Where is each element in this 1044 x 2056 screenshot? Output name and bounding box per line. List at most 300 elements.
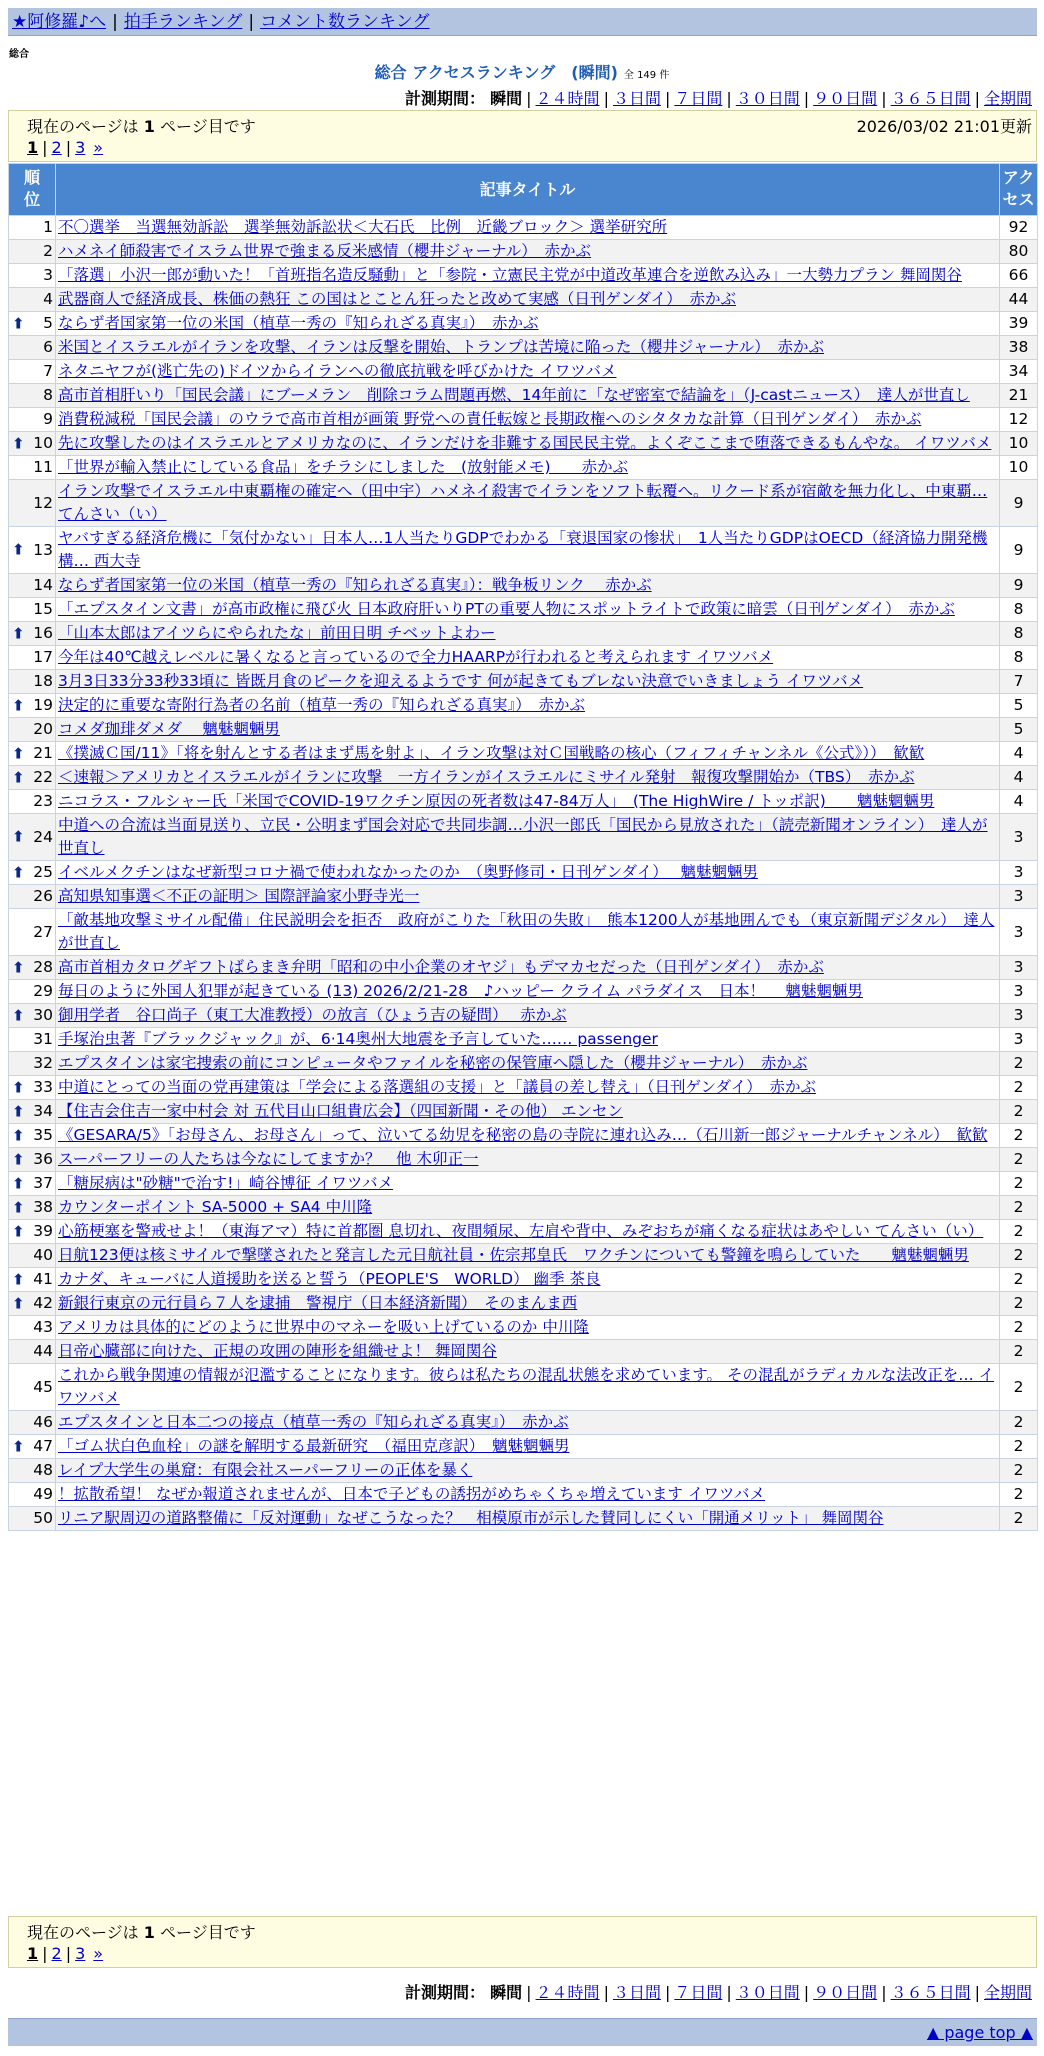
table-row xyxy=(9,264,1038,288)
article-link[interactable]: 「敵基地攻撃ミサイル配備」住民説明会を拒否 政府がこりた「秋田の失敗」 熊本1200人が基地囲んでも（東京新聞デジタル） 達人が世直し xyxy=(58,911,995,952)
rank-number: 23 xyxy=(33,792,53,810)
access-count-cell: 38 xyxy=(1000,336,1038,360)
table-row xyxy=(9,216,1038,240)
page-2-link[interactable]: 2 xyxy=(51,138,62,157)
rank-number: 30 xyxy=(33,1006,53,1024)
table-row xyxy=(9,1459,1038,1483)
rank-cell xyxy=(9,240,56,264)
title-cell xyxy=(56,408,1000,432)
article-link[interactable]: 中道にとっての当面の党再建策は「学会による落選組の支援」と「議員の差し替え」（日刊ゲンダイ） 赤かぶ xyxy=(58,1078,816,1096)
applause-ranking-link[interactable]: 拍手ランキング xyxy=(123,12,243,32)
access-count-cell: 2 xyxy=(1000,1459,1038,1483)
rank-number: 9 xyxy=(43,410,53,428)
rank-cell xyxy=(9,1340,56,1364)
article-link[interactable]: 毎日のように外国人犯罪が起きている (13) 2026/2/21-28 ♪ハッピー クライム パラダイス 日本！ 魑魅魍魎男 xyxy=(58,982,863,1000)
rank-number: 17 xyxy=(33,648,53,666)
title-cell xyxy=(56,1340,1000,1364)
table-row xyxy=(9,885,1038,909)
title-cell xyxy=(56,766,1000,790)
rank-cell xyxy=(9,742,56,766)
rank-cell xyxy=(9,216,56,240)
rank-number: 39 xyxy=(33,1222,53,1240)
article-link[interactable]: スーパーフリーの人たちは今なにしてますか？ 他 木卯正一 xyxy=(58,1150,479,1168)
rank-number: 31 xyxy=(33,1030,53,1048)
table-row xyxy=(9,1364,1038,1411)
table-row xyxy=(9,1483,1038,1507)
article-link[interactable]: 高市首相カタログギフトばらまき弁明「昭和の中小企業のオヤジ」もデマカセだった（日刊ゲンダイ） 赤かぶ xyxy=(58,958,824,976)
rank-cell xyxy=(9,432,56,456)
table-row xyxy=(9,1004,1038,1028)
title-cell xyxy=(56,718,1000,742)
article-link[interactable]: レイプ大学生の巣窟：有限会社スーパーフリーの正体を暴く xyxy=(58,1461,473,1479)
page-info: 現在のページは 1 ページ目です xyxy=(27,1923,256,1942)
article-link[interactable]: 中道への合流は当面見送り、立民・公明まず国会対応で共同歩調…小沢一郎氏「国民から見放された」（読売新聞オンライン） 達人が世直し xyxy=(58,816,988,857)
period-3d-link[interactable]: ３日間 xyxy=(612,89,661,108)
article-link[interactable]: 高知県知事選＜不正の証明＞ 国際評論家小野寺光一 xyxy=(58,887,420,905)
top-navigation-bar xyxy=(8,8,1037,36)
rank-cell xyxy=(9,312,56,336)
title-cell xyxy=(56,1220,1000,1244)
page-top-link[interactable]: ▲ page top ▲ xyxy=(926,2023,1033,2042)
access-count-cell: 2 xyxy=(1000,1364,1038,1411)
table-row xyxy=(9,598,1038,622)
title-cell xyxy=(56,336,1000,360)
rank-number: 16 xyxy=(33,624,53,642)
access-count-cell: 34 xyxy=(1000,360,1038,384)
rank-cell xyxy=(9,360,56,384)
access-count-cell: 3 xyxy=(1000,909,1038,956)
rank-number: 21 xyxy=(33,744,53,762)
access-count-cell: 2 xyxy=(1000,1052,1038,1076)
table-row xyxy=(9,360,1038,384)
rank-cell xyxy=(9,1268,56,1292)
up-arrow-icon: ⬆ xyxy=(12,1437,25,1455)
table-row xyxy=(9,1052,1038,1076)
page-3-link[interactable]: 3 xyxy=(75,1944,86,1963)
article-link[interactable]: 決定的に重要な寄附行為者の名前（植草一秀の『知られざる真実』） 赤かぶ xyxy=(58,696,586,714)
table-row xyxy=(9,980,1038,1004)
article-link[interactable]: 高市首相肝いり「国民会議」にブーメラン 削除コラム問題再燃、14年前に「なぜ密室で結論を」（J-castニュース） 達人が世直し xyxy=(58,386,970,404)
rank-cell xyxy=(9,814,56,861)
rank-number: 15 xyxy=(33,600,53,618)
rank-cell xyxy=(9,1411,56,1435)
up-arrow-icon: ⬆ xyxy=(12,1270,25,1288)
page-next-link[interactable]: » xyxy=(93,1944,104,1963)
rank-cell xyxy=(9,336,56,360)
title-cell xyxy=(56,1459,1000,1483)
table-row xyxy=(9,408,1038,432)
access-count-cell: 2 xyxy=(1000,1340,1038,1364)
up-arrow-icon: ⬆ xyxy=(12,1126,25,1144)
access-count-cell: 2 xyxy=(1000,1411,1038,1435)
table-row xyxy=(9,1220,1038,1244)
access-count-cell: 8 xyxy=(1000,598,1038,622)
access-count-cell: 2 xyxy=(1000,1316,1038,1340)
article-link[interactable]: 手塚治虫著『ブラックジャック』が、6·14奥州大地震を予言していた…… passenger xyxy=(58,1030,658,1048)
article-link[interactable]: 日航123便は核ミサイルで撃墜されたと発言した元日航社員・佐宗邦皇氏 ワクチンについても警鐘を鳴らしていた 魑魅魍魎男 xyxy=(58,1246,969,1264)
rank-cell xyxy=(9,1196,56,1220)
period-all-link[interactable]: 全期間 xyxy=(983,89,1032,108)
article-link[interactable]: カナダ、キューバに人道援助を送ると誓う（PEOPLE'S WORLD） 幽季 茶良 xyxy=(58,1270,601,1288)
article-link[interactable]: 「糖尿病は"砂糖"で治す!」崎谷博征 イワツバメ xyxy=(58,1174,394,1192)
access-count-cell: 4 xyxy=(1000,766,1038,790)
rank-number: 50 xyxy=(33,1509,53,1527)
up-arrow-icon: ⬆ xyxy=(12,1102,25,1120)
rank-number: 40 xyxy=(33,1246,53,1264)
title-cell xyxy=(56,312,1000,336)
rank-number: 47 xyxy=(33,1437,53,1455)
rank-number: 45 xyxy=(33,1377,53,1396)
title-cell xyxy=(56,1004,1000,1028)
home-link[interactable]: ★阿修羅♪へ xyxy=(12,12,107,32)
rank-number: 13 xyxy=(33,540,53,559)
access-count-cell: 3 xyxy=(1000,861,1038,885)
access-count-cell: 2 xyxy=(1000,1435,1038,1459)
access-count-cell: 2 xyxy=(1000,1483,1038,1507)
rank-number: 1 xyxy=(43,218,53,236)
access-count-cell: 8 xyxy=(1000,646,1038,670)
access-count-cell: 3 xyxy=(1000,814,1038,861)
title-cell xyxy=(56,622,1000,646)
access-count-cell: 4 xyxy=(1000,790,1038,814)
access-count-cell: 8 xyxy=(1000,622,1038,646)
rank-cell xyxy=(9,264,56,288)
rank-number: 12 xyxy=(33,493,53,512)
up-arrow-icon: ⬆ xyxy=(12,314,25,332)
table-row xyxy=(9,622,1038,646)
rank-number: 4 xyxy=(43,290,53,308)
title-cell xyxy=(56,742,1000,766)
title-cell xyxy=(56,1244,1000,1268)
article-link[interactable]: ネタニヤフが(逃亡先の)ドイツからイランへの徹底抗戦を呼びかけた イワツバメ xyxy=(58,362,617,380)
title-cell xyxy=(56,1148,1000,1172)
table-row xyxy=(9,790,1038,814)
rank-number: 49 xyxy=(33,1485,53,1503)
rank-cell xyxy=(9,909,56,956)
up-arrow-icon: ⬆ xyxy=(12,1294,25,1312)
table-row xyxy=(9,1411,1038,1435)
article-link[interactable]: 不〇選挙 当選無効訴訟 選挙無効訴訟状＜大石氏 比例 近畿ブロック＞ 選挙研究所 xyxy=(58,218,668,236)
title-cell xyxy=(56,646,1000,670)
rank-number: 48 xyxy=(33,1461,53,1479)
rank-number: 26 xyxy=(33,887,53,905)
title-cell xyxy=(56,216,1000,240)
article-link[interactable]: 「世界が輸入禁止にしている食品」をチラシにしました (放射能メモ) 赤かぶ xyxy=(58,458,629,476)
table-row xyxy=(9,456,1038,480)
up-arrow-icon: ⬆ xyxy=(12,1198,25,1216)
table-row xyxy=(9,861,1038,885)
table-row xyxy=(9,1028,1038,1052)
rank-cell xyxy=(9,646,56,670)
rank-number: 38 xyxy=(33,1198,53,1216)
table-row xyxy=(9,1100,1038,1124)
access-count-cell: 12 xyxy=(1000,408,1038,432)
access-count-cell: 2 xyxy=(1000,1244,1038,1268)
article-link[interactable]: ！拡散希望！ なぜか報道されませんが、日本で子どもの誘拐がめちゃくちゃ増えています イワツバメ xyxy=(58,1485,766,1503)
period-365d-link[interactable]: ３６５日間 xyxy=(890,1983,971,2002)
comment-ranking-link[interactable]: コメント数ランキング xyxy=(260,12,430,32)
title-cell xyxy=(56,1124,1000,1148)
up-arrow-icon: ⬆ xyxy=(12,1006,25,1024)
rank-number: 29 xyxy=(33,982,53,1000)
up-arrow-icon: ⬆ xyxy=(12,744,25,762)
page-3-link[interactable]: 3 xyxy=(75,138,86,157)
article-link[interactable]: 御用学者 谷口尚子（東工大准教授）の放言（ひょう吉の疑問） 赤かぶ xyxy=(58,1006,567,1024)
pager-top xyxy=(8,110,1037,162)
rank-number: 3 xyxy=(43,266,53,284)
access-count-cell: 10 xyxy=(1000,456,1038,480)
article-link[interactable]: ヤバすぎる経済危機に「気付かない」日本人…1人当たりGDPでわかる「衰退国家の惨状」 1人当たりGDPはOECD（経済協力開発機構… 西大寺 xyxy=(58,529,988,570)
rank-cell xyxy=(9,1052,56,1076)
up-arrow-icon: ⬆ xyxy=(12,1078,25,1096)
rank-number: 43 xyxy=(33,1318,53,1336)
nav-separator: | xyxy=(248,12,255,32)
table-row xyxy=(9,1172,1038,1196)
rank-number: 46 xyxy=(33,1413,53,1431)
table-row xyxy=(9,480,1038,527)
table-row xyxy=(9,1292,1038,1316)
table-row xyxy=(9,240,1038,264)
access-count-cell: 2 xyxy=(1000,1292,1038,1316)
up-arrow-icon: ⬆ xyxy=(12,827,25,846)
rank-number: 36 xyxy=(33,1150,53,1168)
table-row xyxy=(9,1244,1038,1268)
table-row xyxy=(9,432,1038,456)
rank-number: 42 xyxy=(33,1294,53,1312)
rank-cell xyxy=(9,622,56,646)
title-cell xyxy=(56,814,1000,861)
title-cell xyxy=(56,909,1000,956)
title-cell xyxy=(56,1507,1000,1531)
access-count-cell: 2 xyxy=(1000,1507,1038,1531)
rank-number: 37 xyxy=(33,1174,53,1192)
rank-number: 33 xyxy=(33,1078,53,1096)
title-cell xyxy=(56,1292,1000,1316)
period-label: 計測期間： xyxy=(405,89,486,108)
title-cell xyxy=(56,790,1000,814)
rank-cell xyxy=(9,527,56,574)
up-arrow-icon: ⬆ xyxy=(12,624,25,642)
rank-number: 24 xyxy=(33,827,53,846)
rank-cell xyxy=(9,1292,56,1316)
page-current: 1 xyxy=(27,138,39,157)
table-row xyxy=(9,766,1038,790)
rank-cell xyxy=(9,384,56,408)
rank-number: 2 xyxy=(43,242,53,260)
title-cell xyxy=(56,240,1000,264)
rank-cell xyxy=(9,1364,56,1411)
title-cell xyxy=(56,527,1000,574)
rank-number: 8 xyxy=(43,386,53,404)
rank-cell xyxy=(9,1507,56,1531)
title-cell xyxy=(56,956,1000,980)
access-count-cell: 2 xyxy=(1000,1196,1038,1220)
period-365d-link[interactable]: ３６５日間 xyxy=(890,89,971,108)
rank-cell xyxy=(9,790,56,814)
article-link[interactable]: 「エプスタイン文書」が高市政権に飛び火 日本政府肝いりPTの重要人物にスポットライトで政策に暗雲（日刊ゲンダイ） 赤かぶ xyxy=(58,600,955,618)
page-links: 1 | 2 | 3 » xyxy=(27,138,104,157)
table-row xyxy=(9,814,1038,861)
rank-number: 22 xyxy=(33,768,53,786)
rank-number: 35 xyxy=(33,1126,53,1144)
title-cell xyxy=(56,1435,1000,1459)
article-link[interactable]: 米国とイスラエルがイランを攻撃、イランは反撃を開始、トランプは苦境に陥った（櫻井ジャーナル） 赤かぶ xyxy=(58,338,825,356)
access-count-cell: 80 xyxy=(1000,240,1038,264)
period-90d-link[interactable]: ９０日間 xyxy=(813,1983,878,2002)
period-24h-link[interactable]: ２４時間 xyxy=(535,89,600,108)
rank-cell xyxy=(9,885,56,909)
rank-cell xyxy=(9,861,56,885)
article-link[interactable]: ニコラス・フルシャー氏「米国でCOVID-19ワクチン原因の死者数は47-84万人」 (The HighWire / トッポ訳) 魑魅魍魎男 xyxy=(58,792,935,810)
rank-cell xyxy=(9,1028,56,1052)
access-count-cell: 5 xyxy=(1000,718,1038,742)
page-title-text: 総合 アクセスランキング (瞬間) xyxy=(374,63,618,82)
table-row xyxy=(9,694,1038,718)
access-count-cell: 3 xyxy=(1000,1004,1038,1028)
access-count-cell: 92 xyxy=(1000,216,1038,240)
up-arrow-icon: ⬆ xyxy=(12,1174,25,1192)
article-link[interactable]: ＜速報＞アメリカとイスラエルがイランに攻撃 一方イランがイスラエルにミサイル発射 報復攻撃開始か（TBS） 赤かぶ xyxy=(58,768,915,786)
access-count-cell: 2 xyxy=(1000,1076,1038,1100)
ranking-table xyxy=(8,163,1038,1531)
period-label: 計測期間： xyxy=(405,1983,486,2002)
article-link[interactable]: 日帝心臓部に向けた、正規の攻囲の陣形を組織せよ！ 舞岡関谷 xyxy=(58,1342,497,1360)
article-link[interactable]: 3月3日33分33秒33頃に 皆既月食のピークを迎えるようです 何が起きてもブレない決意でいきましょう イワツバメ xyxy=(58,672,864,690)
title-cell xyxy=(56,1196,1000,1220)
title-cell xyxy=(56,288,1000,312)
rank-cell xyxy=(9,1316,56,1340)
rank-number: 7 xyxy=(43,362,53,380)
bottom-bar xyxy=(8,2018,1037,2046)
rank-cell xyxy=(9,288,56,312)
table-row xyxy=(9,384,1038,408)
title-cell xyxy=(56,360,1000,384)
title-header: 記事タイトル xyxy=(56,164,1000,216)
period-3d-link[interactable]: ３日間 xyxy=(612,1983,661,2002)
period-30d-link[interactable]: ３０日間 xyxy=(735,1983,800,2002)
rank-cell xyxy=(9,1435,56,1459)
rank-cell xyxy=(9,1004,56,1028)
article-link[interactable]: 消費税減税「国民会議」のウラで高市首相が画策 野党への責任転嫁と長期政権へのシタタカな計算（日刊ゲンダイ） 赤かぶ xyxy=(58,410,922,428)
access-count-cell: 2 xyxy=(1000,1124,1038,1148)
table-row xyxy=(9,1196,1038,1220)
title-cell xyxy=(56,1268,1000,1292)
access-count-cell: 66 xyxy=(1000,264,1038,288)
article-link[interactable]: エプスタインと日本二つの接点（植草一秀の『知られざる真実』） 赤かぶ xyxy=(58,1413,569,1431)
access-count-cell: 9 xyxy=(1000,480,1038,527)
article-link[interactable]: 今年は40℃越えレベルに暑くなると言っているので全力HAARPが行われると考えられます イワツバメ xyxy=(58,648,774,666)
table-row xyxy=(9,646,1038,670)
period-24h-link[interactable]: ２４時間 xyxy=(535,1983,600,2002)
title-cell xyxy=(56,574,1000,598)
article-link[interactable]: 武器商人で経済成長、株価の熱狂 この国はとことん狂ったと改めて実感（日刊ゲンダイ） 赤かぶ xyxy=(58,290,736,308)
rank-number: 18 xyxy=(33,672,53,690)
article-link[interactable]: エプスタインは家宅捜索の前にコンピュータやファイルを秘密の保管庫へ隠した（櫻井ジャーナル） 赤かぶ xyxy=(58,1054,808,1072)
up-arrow-icon: ⬆ xyxy=(12,768,25,786)
period-selector-top: 計測期間： 瞬間 | ２４時間 | ３日間 | ７日間 | ３０日間 | ９０日間 | ３６５日間 | 全期間 xyxy=(405,89,1032,108)
access-count-cell: 21 xyxy=(1000,384,1038,408)
title-cell xyxy=(56,1172,1000,1196)
article-link[interactable]: イベルメクチンはなぜ新型コロナ禍で使われなかったのか （奥野修司・日刊ゲンダイ） 魑魅魍魎男 xyxy=(58,863,758,881)
category-tag: 総合 xyxy=(9,49,29,60)
article-link[interactable]: 【住吉会住吉一家中村会 対 五代目山口組貴広会】（四国新聞・その他） エンセン xyxy=(58,1102,624,1120)
article-link[interactable]: ならず者国家第一位の米国（植草一秀の『知られざる真実』） 赤かぶ xyxy=(58,314,539,332)
up-arrow-icon: ⬆ xyxy=(12,540,25,559)
rank-number: 25 xyxy=(33,863,53,881)
article-link[interactable]: 「山本太郎はアイツらにやられたな」前田日明 チベットよわー xyxy=(58,624,496,642)
article-link[interactable]: これから戦争関連の情報が氾濫することになります。彼らは私たちの混乱状態を求めています。 その混乱がラディカルな法改正を… イワツバメ xyxy=(58,1366,995,1407)
rank-number: 44 xyxy=(33,1342,53,1360)
title-cell xyxy=(56,1076,1000,1100)
rank-cell xyxy=(9,1148,56,1172)
article-link[interactable]: 心筋梗塞を警戒せよ！（東海アマ）特に首都圏 息切れ、夜間頻尿、左肩や背中、みぞおちが痛くなる症状はあやしい てんさい（い） xyxy=(58,1222,984,1240)
article-link[interactable]: 「落選」小沢一郎が動いた！「首班指名造反騒動」と「参院・立憲民主党が中道改革連合を逆飲み込み」一大勢力プラン 舞岡関谷 xyxy=(58,266,962,284)
pager-bottom xyxy=(8,1916,1037,1968)
table-row xyxy=(9,1148,1038,1172)
access-count-cell: 44 xyxy=(1000,288,1038,312)
table-row xyxy=(9,1507,1038,1531)
rank-cell xyxy=(9,1100,56,1124)
title-cell xyxy=(56,885,1000,909)
rank-cell xyxy=(9,1076,56,1100)
access-count-cell: 7 xyxy=(1000,670,1038,694)
period-7d-link[interactable]: ７日間 xyxy=(674,89,723,108)
period-30d-link[interactable]: ３０日間 xyxy=(735,89,800,108)
period-all-link[interactable]: 全期間 xyxy=(983,1983,1032,2002)
rank-cell xyxy=(9,574,56,598)
article-link[interactable]: ならず者国家第一位の米国（植草一秀の『知られざる真実』）：戦争板リンク 赤かぶ xyxy=(58,576,652,594)
title-cell xyxy=(56,1316,1000,1340)
table-row xyxy=(9,1268,1038,1292)
access-count-cell: 3 xyxy=(1000,1028,1038,1052)
article-link[interactable]: リニア駅周辺の道路整備に「反対運動」なぜこうなった？ 相模原市が示した賛同しにくい「開通メリット」 舞岡関谷 xyxy=(58,1509,884,1527)
article-link[interactable]: イラン攻撃でイスラエル中東覇権の確定へ（田中宇）ハメネイ殺害でイランをソフト転覆へ。リクード系が宿敵を無力化し、中東覇… てんさい（い） xyxy=(58,482,988,523)
table-row xyxy=(9,1124,1038,1148)
period-90d-link[interactable]: ９０日間 xyxy=(813,89,878,108)
rank-cell xyxy=(9,980,56,1004)
article-link[interactable]: カウンターポイント SA-5000 + SA4 中川隆 xyxy=(58,1198,373,1216)
total-count: 全 149 件 xyxy=(623,70,670,81)
access-count-cell: 2 xyxy=(1000,1100,1038,1124)
article-link[interactable]: 《GESARA/5》「お母さん、お母さん」って、泣いてる幼児を秘密の島の寺院に連れ込み…（石川新一郎ジャーナルチャンネル） 歓歓 xyxy=(58,1126,988,1144)
title-cell xyxy=(56,670,1000,694)
access-count-cell: 2 xyxy=(1000,1172,1038,1196)
up-arrow-icon: ⬆ xyxy=(12,1150,25,1168)
updated-timestamp: 2026/03/02 21:01更新 xyxy=(856,117,1032,136)
article-link[interactable]: 新銀行東京の元行員ら７人を逮捕 警視庁（日本経済新聞） そのまんま西 xyxy=(58,1294,578,1312)
article-link[interactable]: アメリカは具体的にどのように世界中のマネーを吸い上げているのか 中川隆 xyxy=(58,1318,589,1336)
article-link[interactable]: 「ゴム状白色血栓」の謎を解明する最新研究 （福田克彦訳） 魑魅魍魎男 xyxy=(58,1437,570,1455)
page-2-link[interactable]: 2 xyxy=(51,1944,62,1963)
rank-cell xyxy=(9,480,56,527)
period-7d-link[interactable]: ７日間 xyxy=(674,1983,723,2002)
table-row xyxy=(9,956,1038,980)
rank-number: 32 xyxy=(33,1054,53,1072)
article-link[interactable]: 先に攻撃したのはイスラエルとアメリカなのに、イランだけを非難する国民民主党。よくぞここまで堕落できるもんやな。 イワツバメ xyxy=(58,434,992,452)
page-next-link[interactable]: » xyxy=(93,138,104,157)
rank-cell xyxy=(9,766,56,790)
page-current: 1 xyxy=(27,1944,39,1963)
table-row xyxy=(9,718,1038,742)
rank-number: 41 xyxy=(33,1270,53,1288)
article-link[interactable]: ハメネイ師殺害でイスラム世界で強まる反米感情（櫻井ジャーナル） 赤かぶ xyxy=(58,242,592,260)
title-cell xyxy=(56,598,1000,622)
article-link[interactable]: コメダ珈琲ダメダ 魑魅魍魎男 xyxy=(58,720,280,738)
rank-cell xyxy=(9,1220,56,1244)
title-cell xyxy=(56,456,1000,480)
access-count-cell: 2 xyxy=(1000,1268,1038,1292)
article-link[interactable]: 《撲滅Ｃ国/11》「将を射んとする者はまず馬を射よ」、イラン攻撃は対Ｃ国戦略の核心（フィフィチャンネル《公式》）） 歓歓 xyxy=(58,744,925,762)
